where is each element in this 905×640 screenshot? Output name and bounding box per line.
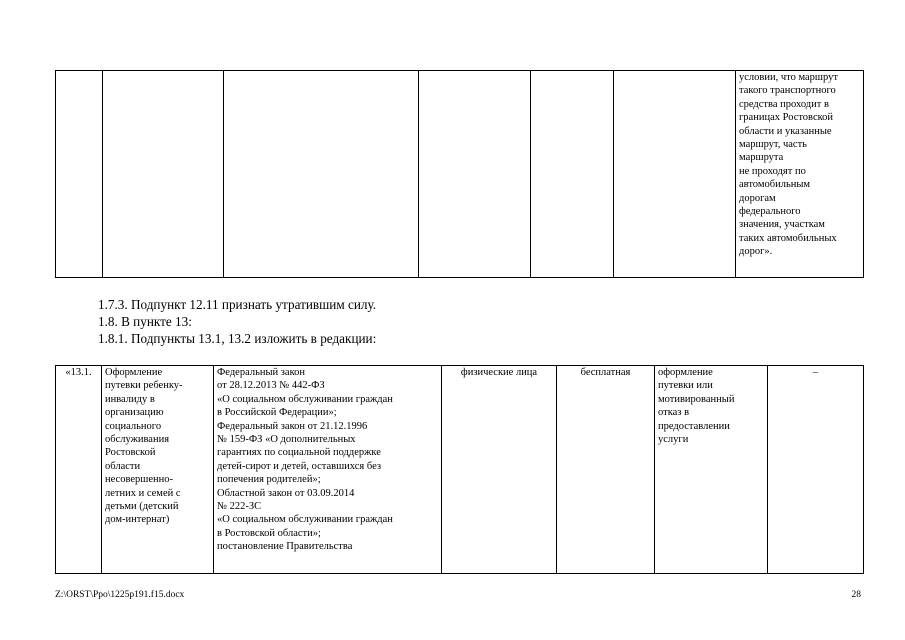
table-cell bbox=[531, 71, 614, 278]
cell-line: путевки ребенку- bbox=[105, 380, 183, 392]
cell-line: «О социальном обслуживании граждан bbox=[217, 514, 393, 526]
cell-line: дорогам bbox=[739, 192, 776, 204]
cell-line: дом-интернат) bbox=[105, 514, 170, 526]
cell-line: маршрута bbox=[739, 152, 784, 164]
table-cell bbox=[56, 71, 103, 278]
cell-result bbox=[655, 366, 768, 574]
cell-line: автомобильным bbox=[739, 179, 811, 191]
cell-number bbox=[56, 366, 102, 574]
table-cell-conditions bbox=[736, 71, 864, 278]
cell-line: инвалиду в bbox=[105, 393, 155, 405]
table-cell bbox=[103, 71, 224, 278]
cell-line: обслуживания bbox=[105, 434, 170, 446]
cell-line: детей-сирот и детей, оставшихся без bbox=[217, 460, 382, 472]
cell-line: Оформление bbox=[105, 367, 163, 378]
cell-line: Ростовской bbox=[105, 447, 156, 459]
cell-line: такого транспортного bbox=[739, 85, 836, 97]
cost-text: бесплатная bbox=[580, 367, 631, 378]
cell-legal-basis bbox=[214, 366, 442, 574]
cell-line: услуги bbox=[658, 434, 689, 446]
cell-line: детьми (детский bbox=[105, 501, 179, 513]
paragraph-1-8-1: 1.8.1. Подпункты 13.1, 13.2 изложить в редакции: bbox=[98, 331, 377, 346]
table-services bbox=[55, 365, 864, 574]
cell-line: «О социальном обслуживании граждан bbox=[217, 393, 393, 405]
table-continuation bbox=[55, 70, 864, 278]
cell-line: гарантиях по социальной поддержке bbox=[217, 447, 381, 459]
cell-line: постановление Правительства bbox=[217, 541, 353, 553]
applicants-text: физические лица bbox=[460, 367, 538, 378]
note-text: – bbox=[812, 367, 819, 378]
cell-applicants bbox=[442, 366, 557, 574]
page-number: 28 bbox=[851, 590, 861, 600]
paragraph-1-8: 1.8. В пункте 13: bbox=[98, 314, 192, 329]
cell-line: Федеральный закон bbox=[217, 367, 306, 378]
cell-line: отказ в bbox=[658, 407, 690, 419]
cell-line: Федеральный закон от 21.12.1996 bbox=[217, 420, 368, 432]
cell-line: от 28.12.2013 № 442-ФЗ bbox=[217, 380, 325, 392]
cell-line: условии, что маршрут bbox=[739, 72, 838, 83]
table-row bbox=[56, 366, 864, 574]
cell-line: попечения родителей»; bbox=[217, 474, 321, 486]
cell-service-name bbox=[102, 366, 214, 574]
cell-line: организацию bbox=[105, 407, 164, 419]
cell-line: № 159-ФЗ «О дополнительных bbox=[217, 434, 356, 446]
footer-file-path: Z:\ORST\Ppo\1225p191.f15.docx bbox=[55, 590, 185, 600]
cell-line: федерального bbox=[739, 206, 801, 218]
cell-line: маршрут, часть bbox=[739, 139, 807, 151]
table-cell bbox=[224, 71, 419, 278]
cell-line: социального bbox=[105, 420, 162, 432]
cell-line: средства проходит в bbox=[739, 98, 829, 110]
cell-line: мотивированный bbox=[658, 393, 735, 405]
cell-line: № 222-ЗС bbox=[217, 501, 262, 513]
cell-line: летних и семей с bbox=[105, 487, 181, 499]
cell-line: дорог». bbox=[739, 246, 773, 258]
table-cell bbox=[419, 71, 531, 278]
cell-line: области bbox=[105, 460, 141, 472]
cell-line: оформление bbox=[658, 367, 713, 378]
table-row bbox=[56, 71, 864, 278]
cell-line: таких автомобильных bbox=[739, 232, 837, 244]
cell-line: несовершенно- bbox=[105, 474, 173, 486]
cell-line: границах Ростовской bbox=[739, 112, 834, 124]
cell-cost bbox=[557, 366, 655, 574]
cell-line: значения, участкам bbox=[739, 219, 825, 231]
cell-line: предоставлении bbox=[658, 420, 730, 432]
cell-line: путевки или bbox=[658, 380, 713, 392]
cell-line: в Российской Федерации»; bbox=[217, 407, 337, 419]
cell-line: в Ростовской области»; bbox=[217, 527, 321, 539]
cell-line: Областной закон от 03.09.2014 bbox=[217, 487, 355, 499]
table-cell bbox=[614, 71, 736, 278]
row-number: «13.1. bbox=[65, 367, 92, 378]
paragraph-1-7-3: 1.7.3. Подпункт 12.11 признать утратившим силу. bbox=[98, 297, 377, 312]
cell-line: не проходят по bbox=[739, 165, 806, 177]
cell-note bbox=[768, 366, 864, 574]
cell-line: области и указанные bbox=[739, 125, 832, 137]
